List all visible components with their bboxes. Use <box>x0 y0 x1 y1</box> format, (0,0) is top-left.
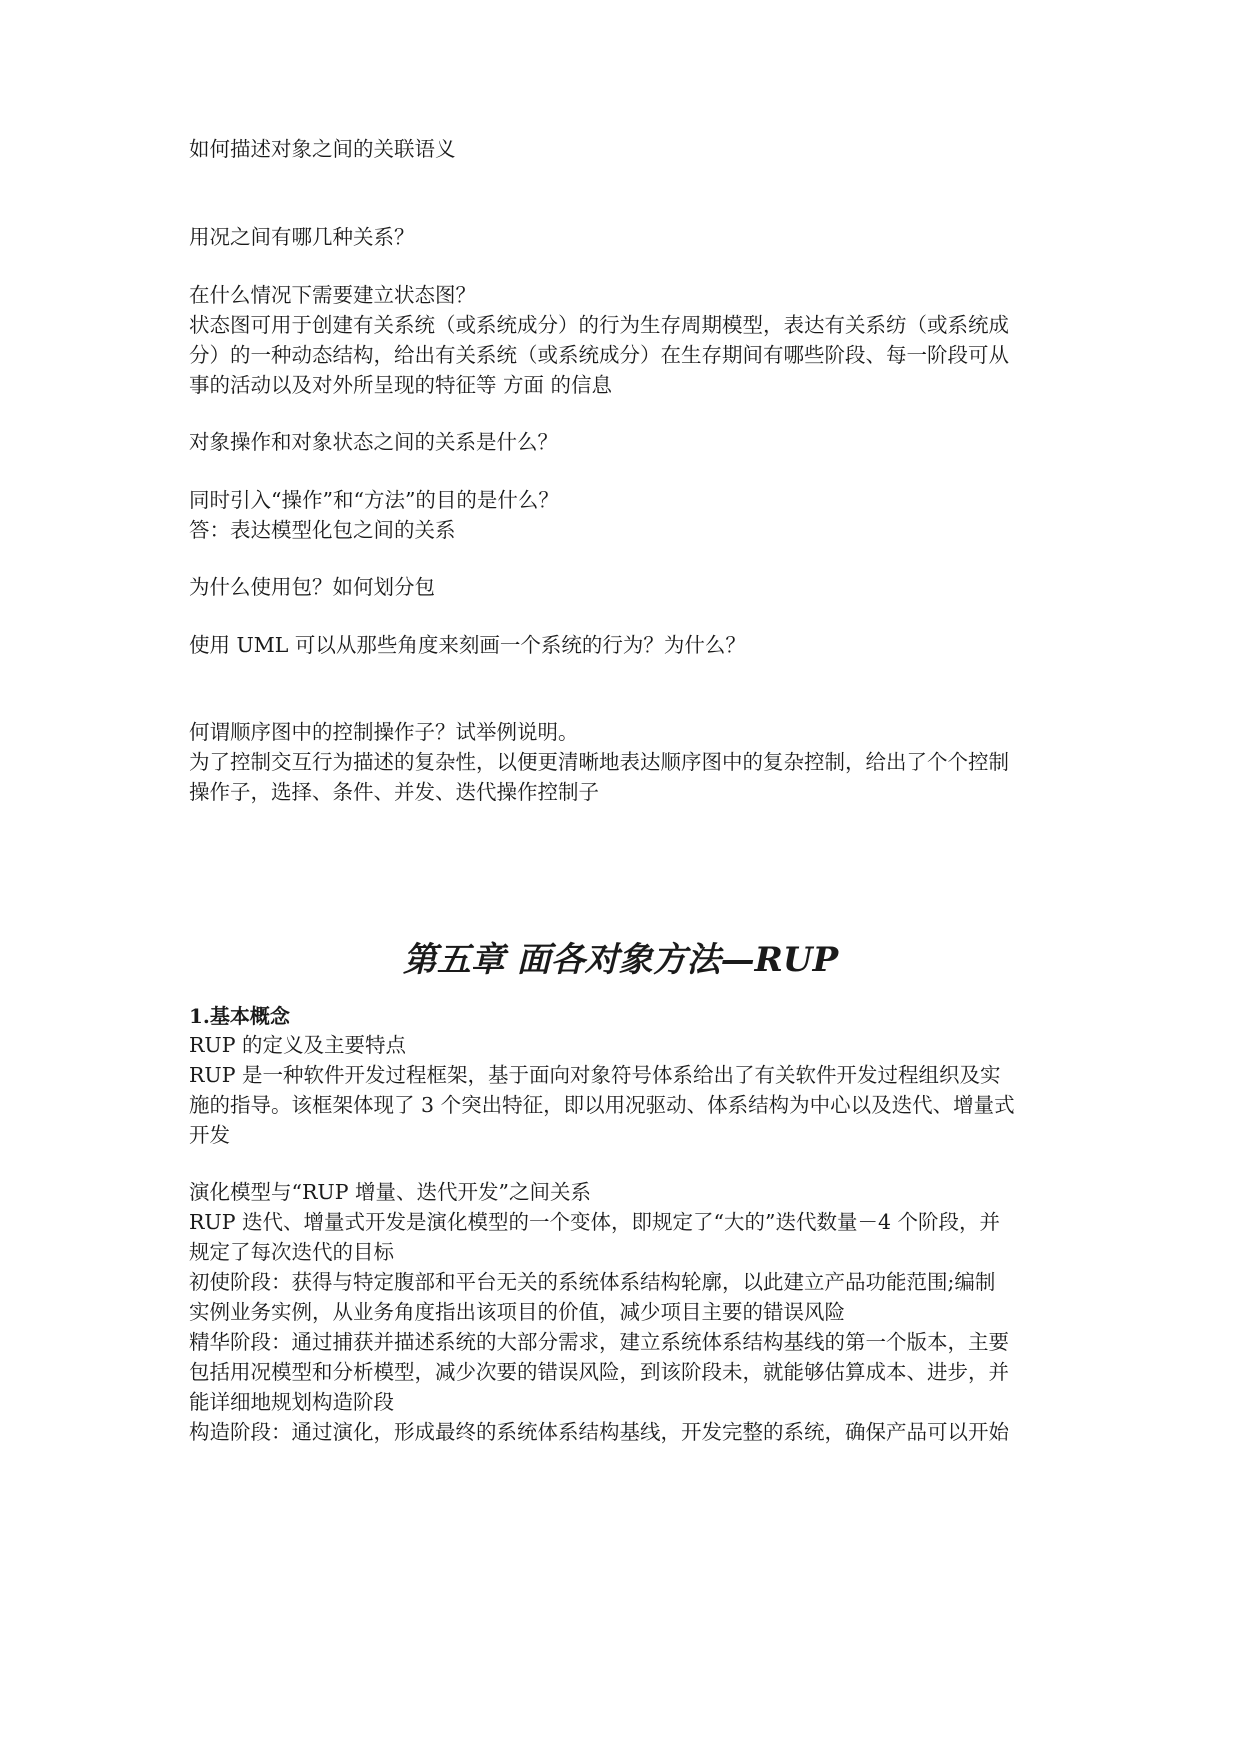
question-operation-method: 同时引入“操作”和“方法”的目的是什么？ <box>189 488 559 512</box>
answer-control-operators-line1: 为了控制交互行为描述的复杂性，以便更清晰地表达顺序图中的复杂控制，给出了个个控制 <box>189 750 1009 774</box>
question-statechart-when: 在什么情况下需要建立状态图？ <box>189 283 476 307</box>
construction-phase-line1: 构造阶段：通过演化，形成最终的系统体系结构基线，开发完整的系统，确保产品可以开始 <box>189 1420 1009 1444</box>
question-usecase-relations: 用况之间有哪几种关系？ <box>189 225 415 249</box>
answer-control-operators-line2: 操作子，选择、条件、并发、迭代操作控制子 <box>189 780 599 804</box>
question-association-semantics: 如何描述对象之间的关联语义 <box>189 137 456 161</box>
answer-statechart-line3: 事的活动以及对外所呈现的特征等 方面 的信息 <box>189 373 613 397</box>
inception-phase-line2: 实例业务实例，从业务角度指出该项目的价值，减少项目主要的错误风险 <box>189 1300 845 1324</box>
elaboration-phase-line1: 精华阶段：通过捕获并描述系统的大部分需求，建立系统体系结构基线的第一个版本，主要 <box>189 1330 1009 1354</box>
rup-definition-title: RUP 的定义及主要特点 <box>189 1033 407 1057</box>
evolution-model-title: 演化模型与“RUP 增量、迭代开发”之间关系 <box>189 1180 591 1204</box>
evolution-model-line1: RUP 迭代、增量式开发是演化模型的一个变体，即规定了“大的”迭代数量－4 个阶段，并 <box>189 1210 1001 1234</box>
evolution-model-line2: 规定了每次迭代的目标 <box>189 1240 394 1264</box>
chapter-title: 第五章 面各对象方法—RUP <box>402 940 839 980</box>
answer-statechart-line2: 分）的一种动态结构，给出有关系统（或系统成分）在生存期间有哪些阶段、每一阶段可从 <box>189 343 1009 367</box>
rup-definition-line1: RUP 是一种软件开发过程框架，基于面向对象符号体系给出了有关软件开发过程组织及实 <box>189 1063 1001 1087</box>
elaboration-phase-line2: 包括用况模型和分析模型，减少次要的错误风险，到该阶段未，就能够估算成本、进步，并 <box>189 1360 1009 1384</box>
question-control-operators: 何谓顺序图中的控制操作子？试举例说明。 <box>189 720 579 744</box>
elaboration-phase-line3: 能详细地规划构造阶段 <box>189 1390 394 1414</box>
rup-definition-line2: 施的指导。该框架体现了 3 个突出特征，即以用况驱动、体系结构为中心以及迭代、增量式 <box>189 1093 1015 1117</box>
question-packages: 为什么使用包？如何划分包 <box>189 575 435 599</box>
answer-operation-method: 答：表达模型化包之间的关系 <box>189 518 456 542</box>
section-title: 1.基本概念 <box>189 1004 290 1028</box>
answer-statechart-line1: 状态图可用于创建有关系统（或系统成分）的行为生存周期模型，表达有关系纺（或系统成 <box>189 313 1009 337</box>
rup-definition-line3: 开发 <box>189 1123 230 1147</box>
question-uml-behavior: 使用 UML 可以从那些角度来刻画一个系统的行为？为什么？ <box>189 633 746 657</box>
inception-phase-line1: 初使阶段：获得与特定腹部和平台无关的系统体系结构轮廓，以此建立产品功能范围;编制 <box>189 1270 996 1294</box>
question-operation-state: 对象操作和对象状态之间的关系是什么？ <box>189 430 558 454</box>
